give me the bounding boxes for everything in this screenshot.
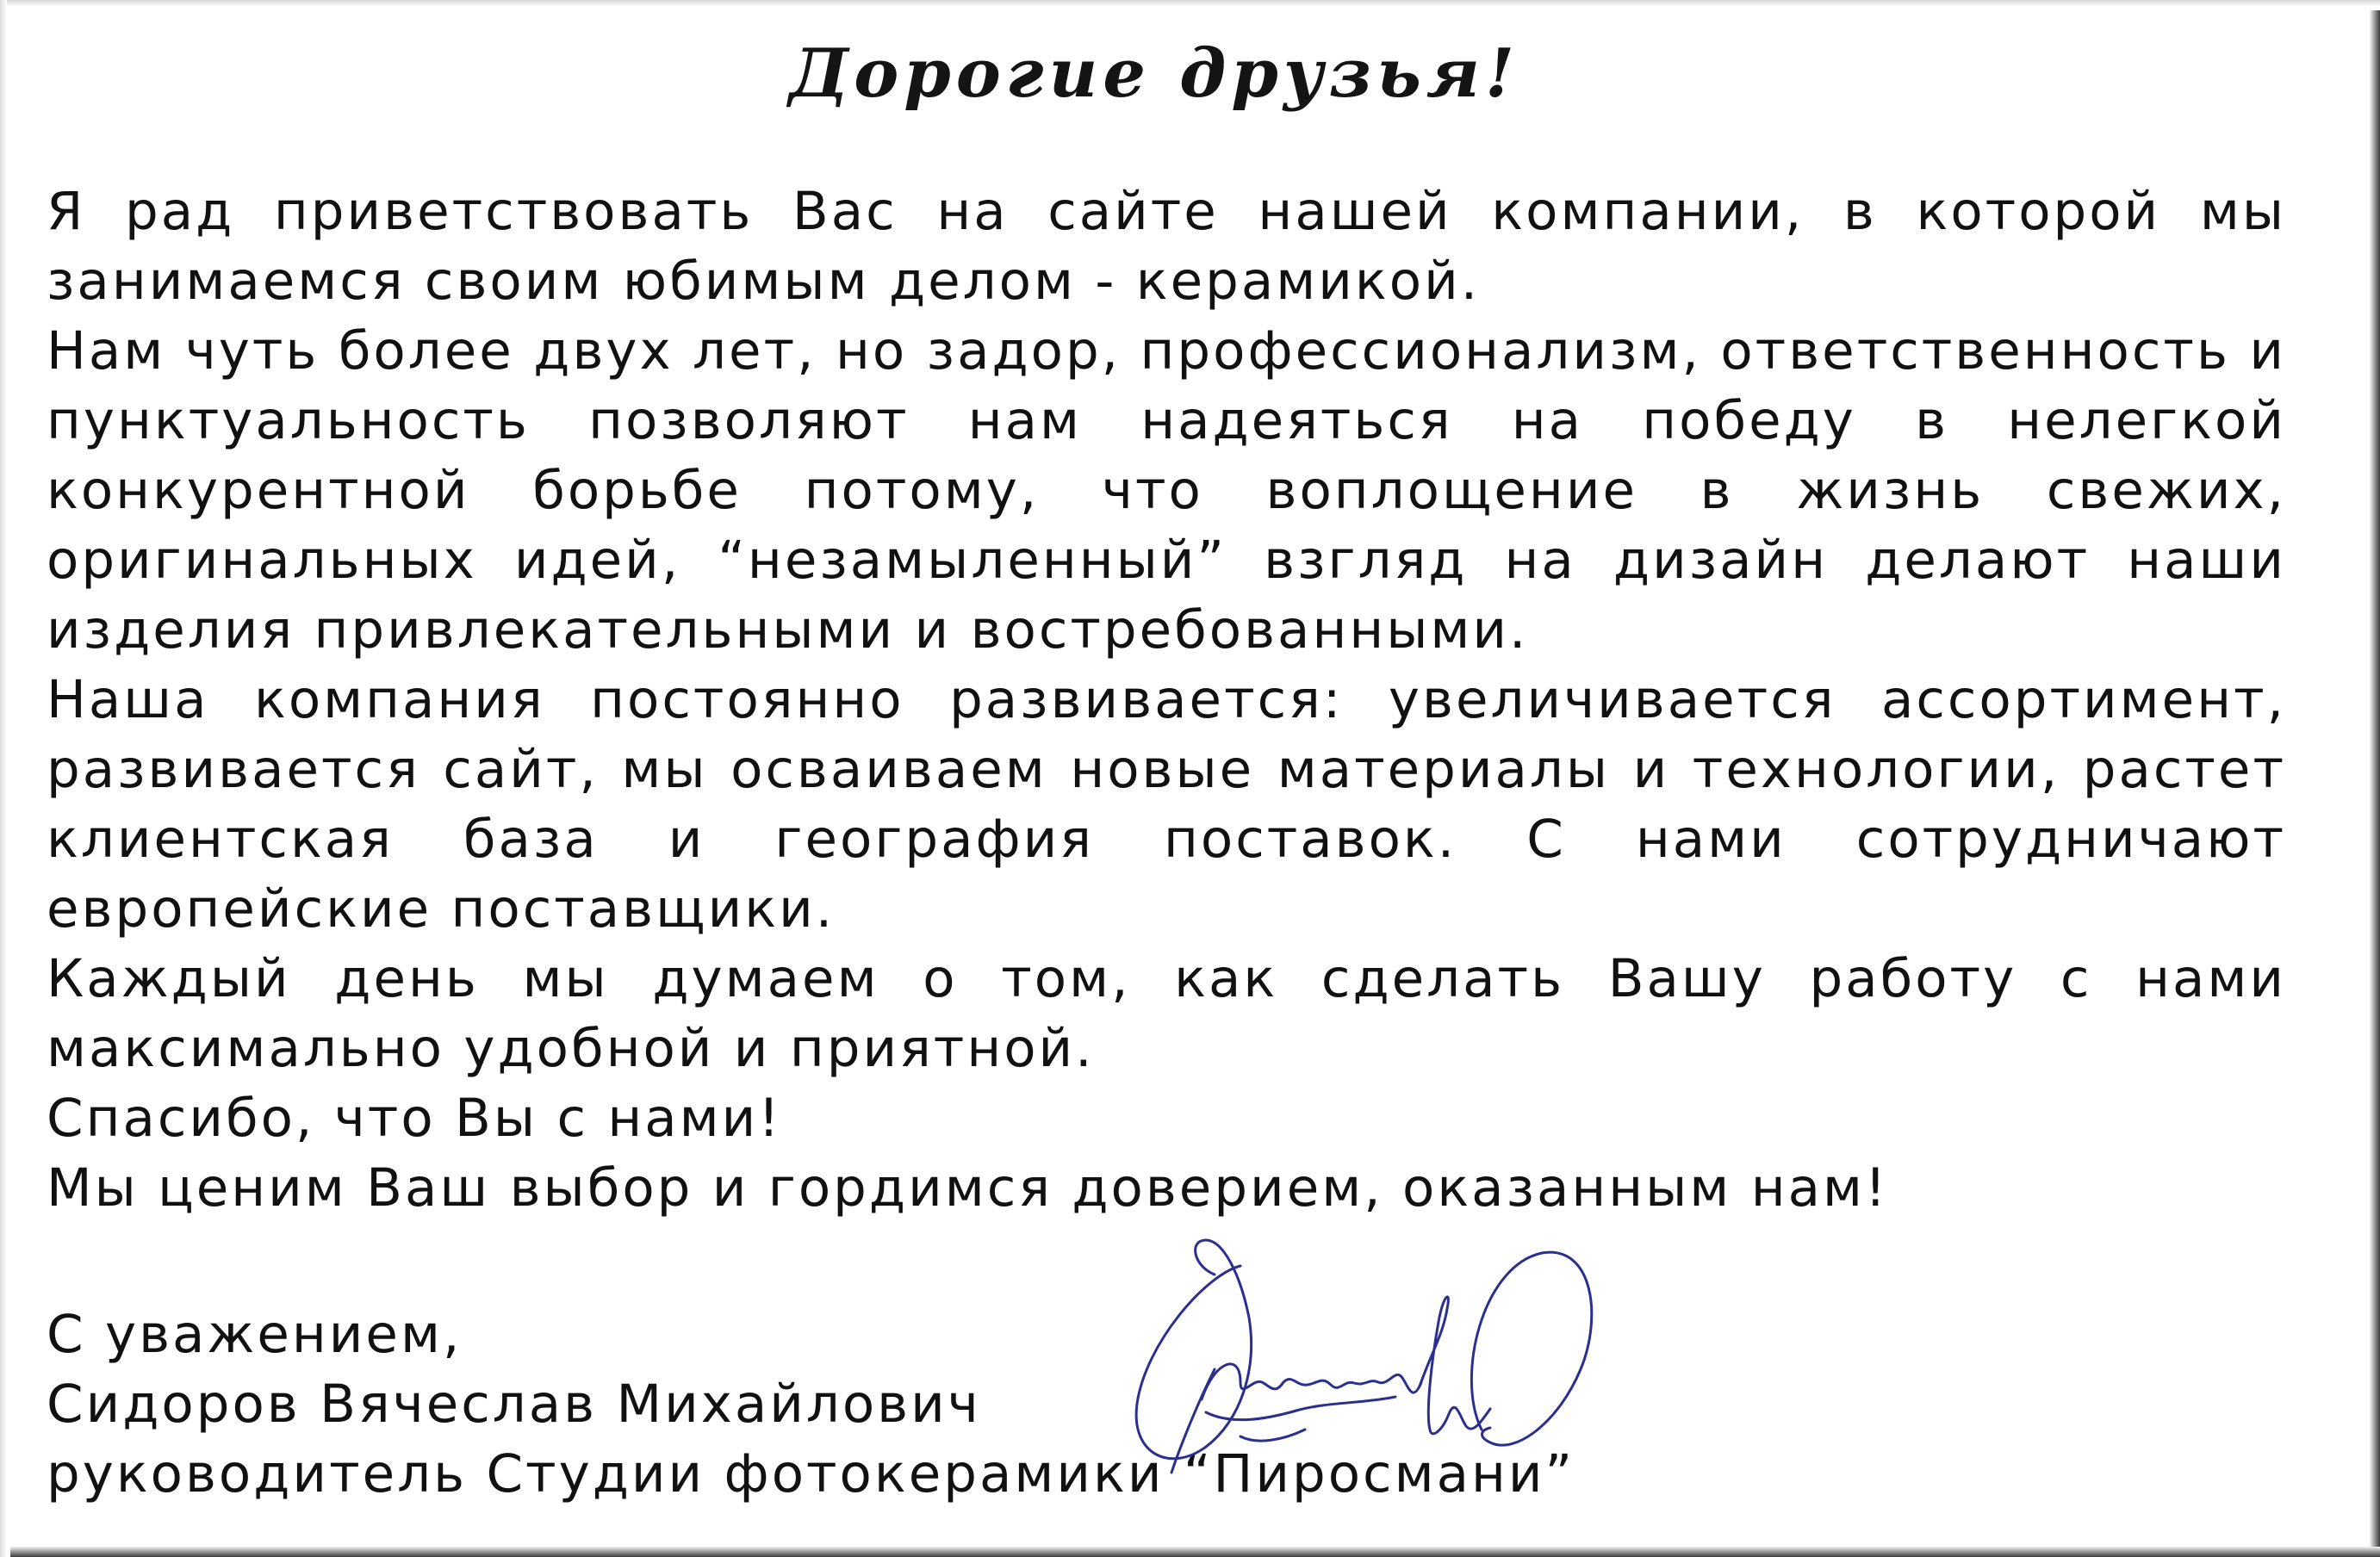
page-edge-top (0, 0, 2380, 7)
paragraph-thanks: Спасибо, что Вы с нами! (47, 1088, 782, 1149)
author-name: Сидоров Вячеслав Михайлович (47, 1374, 981, 1435)
signature-scribble (1202, 1364, 1421, 1399)
paragraph-about: Нам чуть более двух лет, но задор, профессионализм, ответственность и пунктуальность позволяют нам надеяться на победу в нелегкой конкурентной борьбе потому, что воплощение в жизнь свежих, оригинальных идей, “незамыленный” взгляд на дизайн делают наши изделия привлекательными и востребованными. (47, 320, 2286, 661)
signature-descender (1171, 1369, 1215, 1473)
letter-body (47, 177, 2286, 1223)
signature-tail (1240, 1430, 1305, 1441)
author-title: руководитель Студии фотокерамики “Пиросмани” (47, 1443, 1575, 1504)
paragraph-daily: Каждый день мы думаем о том, как сделать Вашу работу с нами максимально удобной и приятной. (47, 948, 2286, 1079)
signature-block (47, 1300, 1942, 1509)
signature-strokes (1136, 1240, 1592, 1473)
signature-oval-right (1471, 1252, 1591, 1445)
paragraph-growth: Наша компания постоянно развивается: увеличивается ассортимент, развивается сайт, мы осваиваем новые материалы и технологии, растет клиентская база и география поставок. С нами сотрудничают европейские поставщики. (47, 669, 2286, 940)
paragraph-greeting: Я рад приветствовать Вас на сайте нашей компании, в которой мы занимаемся своим юбимым делом - керамикой. (47, 181, 2286, 312)
letter-title: Дорогие друзья! (788, 34, 1520, 113)
paragraph-trust: Мы ценим Ваш выбор и гордимся доверием, оказанным нам! (47, 1157, 1889, 1219)
page-shadow-bottom (10, 1547, 2380, 1557)
page-edge-left (0, 0, 7, 1557)
signature-loop-large (1136, 1240, 1251, 1459)
signature-lower-loop (1206, 1397, 1395, 1420)
page-shadow-right (2370, 10, 2380, 1557)
handwritten-signature (1111, 1214, 1619, 1498)
closing-line: С уважением, (47, 1304, 463, 1365)
signature-stroke-mid (1420, 1297, 1490, 1434)
